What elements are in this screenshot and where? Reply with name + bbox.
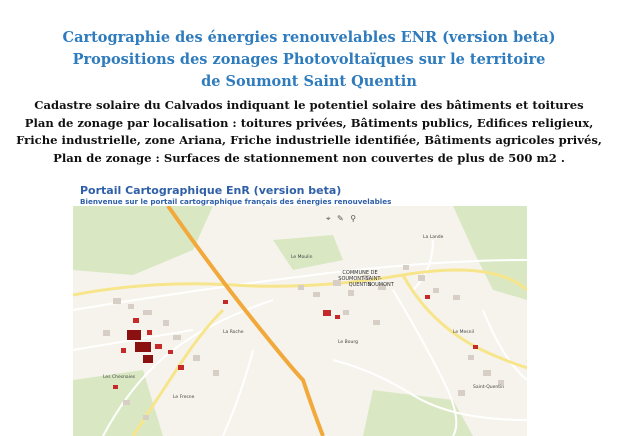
- description-line-3: Friche industrielle, zone Ariana, Friche industrielle identifiée, Bâtiments agricoles privés,: [16, 133, 602, 147]
- map-label-saint-quentin: Saint-Quentin: [473, 385, 505, 390]
- portal-title: Portail Cartographique EnR (version beta): [80, 184, 342, 197]
- portal-screenshot: [73, 180, 527, 436]
- description-line-4: Plan de zonage : Surfaces de stationnement non couvertes de plus de 500 m2 .: [53, 151, 565, 165]
- portal-subtitle: Bienvenue sur le portail cartographique français des énergies renouvelables: [80, 197, 392, 206]
- map-label-le-mesnil: Le Mesnil: [453, 330, 474, 335]
- map-label-le-bourg: Le Bourg: [338, 340, 358, 345]
- map-label-la-lande: La Lande: [423, 235, 444, 240]
- map-canvas[interactable]: [73, 180, 527, 436]
- description-line-1: Cadastre solaire du Calvados indiquant le potentiel solaire des bâtiments et toitures: [34, 98, 584, 112]
- map-label-la-roche: La Roche: [223, 330, 244, 335]
- page-title-line-2: Propositions des zonages Photovoltaïques sur le territoire: [72, 51, 546, 68]
- description-line-2: Plan de zonage par localisation : toitures privées, Bâtiments publics, Edifices religieux,: [24, 116, 594, 130]
- portal-header: [73, 180, 527, 206]
- page-title-line-3: de Soumont Saint Quentin: [201, 73, 417, 90]
- page-title-line-1: Cartographie des énergies renouvelables ENR (version beta): [62, 29, 556, 46]
- map-label-le-fresne: Le Fresne: [173, 395, 195, 400]
- map-label-les-chesnaies: Les Chesnaies: [103, 375, 136, 380]
- map-label-commune: COMMUNE DE SOUMONT-SAINT-QUENTIN: [338, 270, 382, 288]
- map-tools-icons[interactable]: ⌖ ✎ ⚲: [326, 214, 359, 223]
- map-label-le-moulin: Le Moulin: [291, 255, 313, 260]
- map-label-soumont: SOUMONT: [368, 282, 394, 288]
